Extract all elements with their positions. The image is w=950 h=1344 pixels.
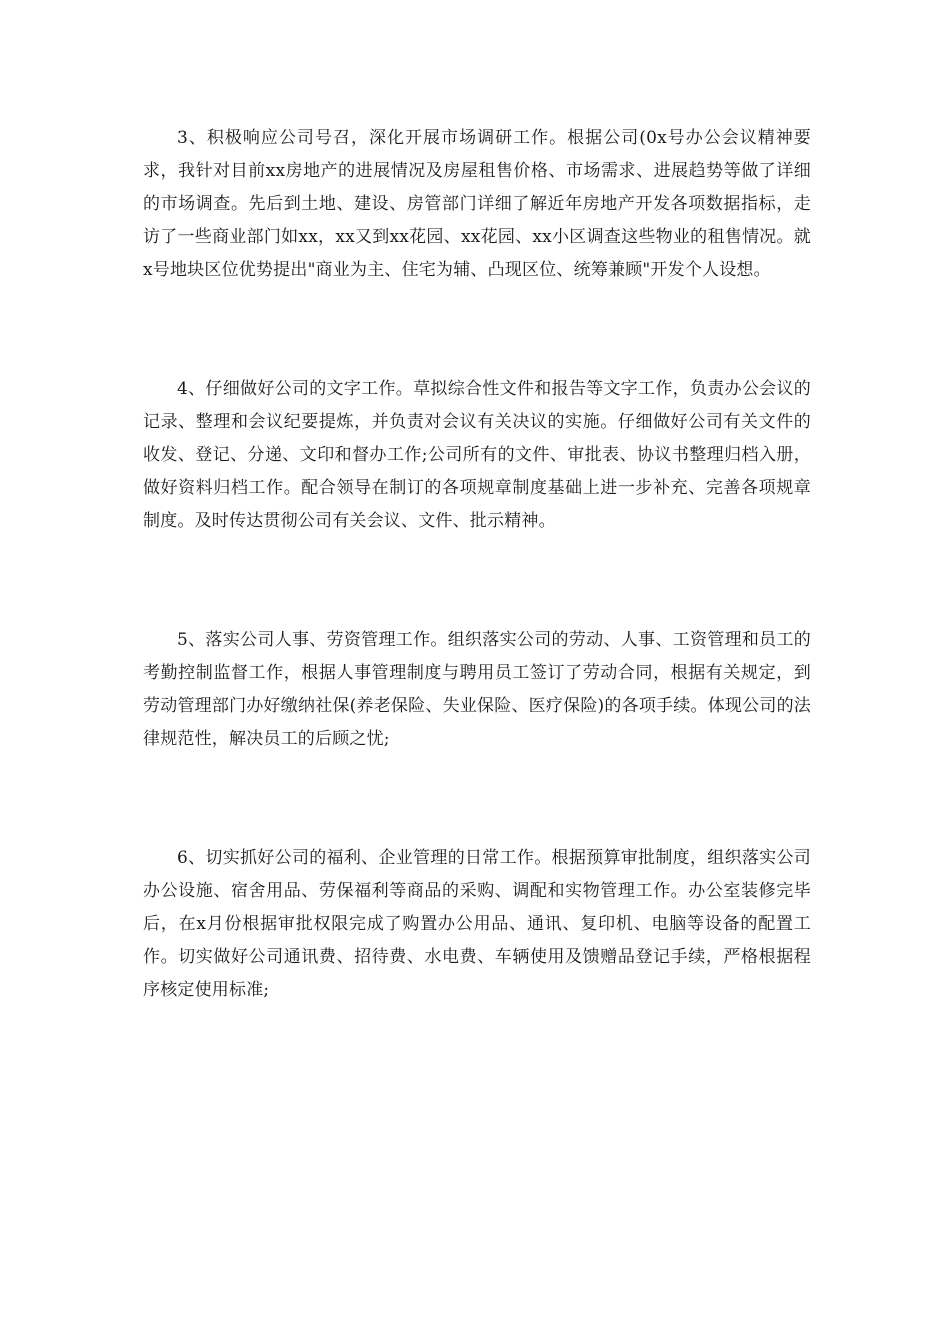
paragraph-item-5: 5、落实公司人事、劳资管理工作。组织落实公司的劳动、人事、工资管理和员工的考勤控制监督工作，根据人事管理制度与聘用员工签订了劳动合同，根据有关规定，到劳动管理部门办好缴纳社保(养老保险、失业保险、医疗保险)的各项手续。体现公司的法律规范性，解决员工的后顾之忧;	[143, 630, 811, 749]
document-body	[143, 122, 811, 1007]
paragraph-item-6: 6、切实抓好公司的福利、企业管理的日常工作。根据预算审批制度，组织落实公司办公设施、宿舍用品、劳保福利等商品的采购、调配和实物管理工作。办公室装修完毕后，在x月份根据审批权限完成了购置办公用品、通讯、复印机、电脑等设备的配置工作。切实做好公司通讯费、招待费、水电费、车辆使用及馈赠品登记手续，严格根据程序核定使用标准;	[143, 848, 811, 1000]
paragraph-item-4: 4、仔细做好公司的文字工作。草拟综合性文件和报告等文字工作，负责办公会议的记录、整理和会议纪要提炼，并负责对会议有关决议的实施。仔细做好公司有关文件的收发、登记、分递、文印和督办工作;公司所有的文件、审批表、协议书整理归档入册，做好资料归档工作。配合领导在制订的各项规章制度基础上进一步补充、完善各项规章制度。及时传达贯彻公司有关会议、文件、批示精神。	[143, 379, 811, 531]
paragraph-item-3: 3、积极响应公司号召，深化开展市场调研工作。根据公司(0x号办公会议精神要求，我针对目前xx房地产的进展情况及房屋租售价格、市场需求、进展趋势等做了详细的市场调查。先后到土地、建设、房管部门详细了解近年房地产开发各项数据指标，走访了一些商业部门如xx，xx又到xx花园、xx花园、xx小区调查这些物业的租售情况。就x号地块区位优势提出"商业为主、住宅为辅、凸现区位、统筹兼顾"开发个人设想。	[143, 128, 811, 280]
